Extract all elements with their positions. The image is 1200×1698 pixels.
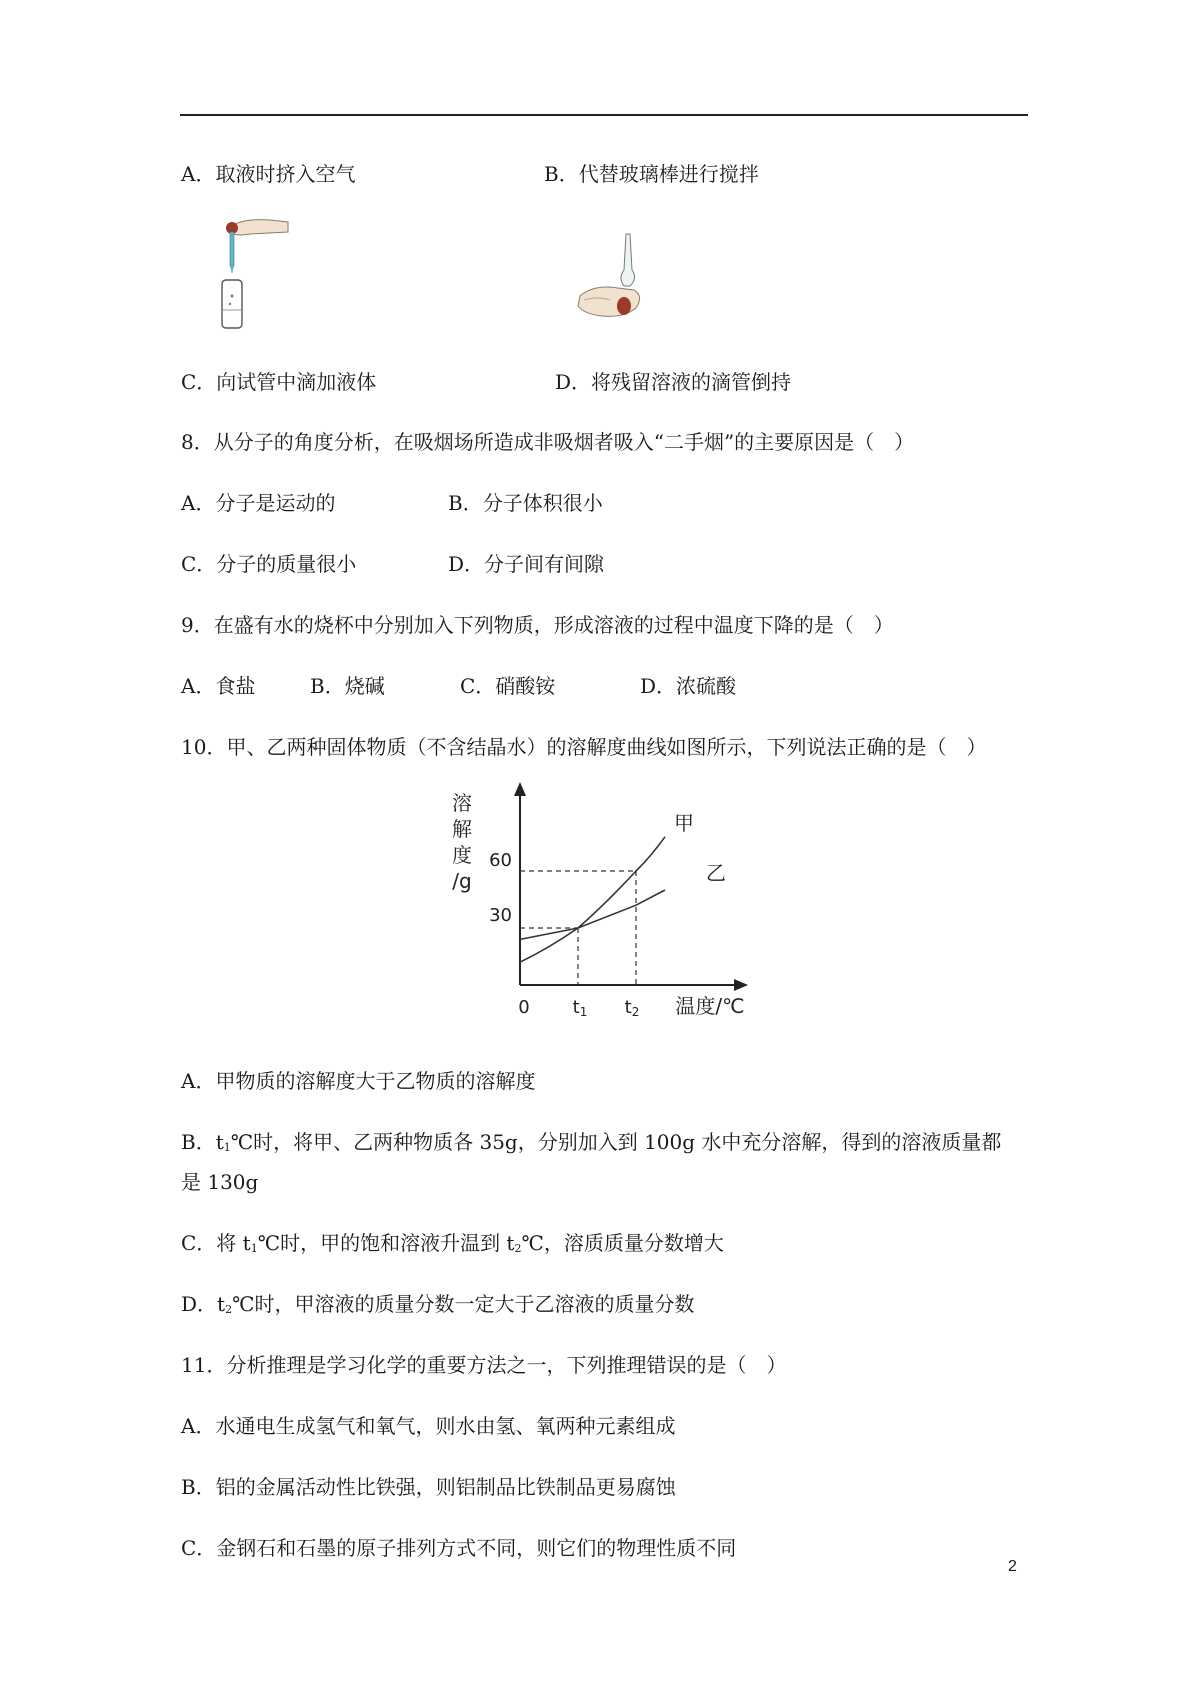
q11-option-a: A．水通电生成氢气和氧气，则水由氢、氧两种元素组成 xyxy=(181,1414,676,1438)
inverted-dropper-illustration xyxy=(574,230,654,330)
q9-option-b: B．烧碱 xyxy=(310,674,385,698)
y-label-char: /g xyxy=(452,869,472,893)
q8-stem: 8．从分子的角度分析，在吸烟场所造成非吸烟者吸入“二手烟”的主要原因是（ ） xyxy=(181,430,915,454)
q10-option-c: C．将 $t_1℃$时，甲的饱和溶液升温到 $t_2℃$，溶质质量分数增大 xyxy=(181,1231,724,1255)
solubility-chart xyxy=(440,780,760,1020)
q10-stem: 10．甲、乙两种固体物质（不含结晶水）的溶解度曲线如图所示，下列说法正确的是（ ） xyxy=(181,735,987,759)
q8-option-b: B．分子体积很小 xyxy=(448,491,603,515)
q8-option-c: C．分子的质量很小 xyxy=(181,552,357,576)
x-tick-label: t1 xyxy=(572,997,588,1019)
q10-option-d: D．$t_2℃$时，甲溶液的质量分数一定大于乙溶液的质量分数 xyxy=(181,1292,695,1316)
q7-option-c: C．向试管中滴加液体 xyxy=(181,370,377,394)
series-label-yi: 乙 xyxy=(706,861,726,885)
q7-option-b: B．代替玻璃棒进行搅拌 xyxy=(544,162,759,186)
q10-option-b-line1: B．$t_1℃$时，将甲、乙两种物质各 35g，分别加入到 100g 水中充分溶解，得到的溶液质量都 xyxy=(181,1130,1002,1154)
y-label-char: 溶 xyxy=(452,791,472,815)
y-tick-label: 60 xyxy=(489,850,512,871)
q8-option-a: A．分子是运动的 xyxy=(181,491,336,515)
y-label-char: 度 xyxy=(452,843,472,867)
x-tick-label: 0 xyxy=(518,997,530,1018)
y-label-char: 解 xyxy=(452,817,472,841)
header-rule xyxy=(180,114,1028,116)
x-tick-label: t2 xyxy=(624,997,640,1019)
series-line-jia xyxy=(520,837,665,962)
q11-option-c: C．金钢石和石墨的原子排列方式不同，则它们的物理性质不同 xyxy=(181,1536,737,1560)
dropper-test-tube-illustration xyxy=(210,210,290,330)
q7-option-d: D．将残留溶液的滴管倒持 xyxy=(555,370,792,394)
q9-stem: 9．在盛有水的烧杯中分别加入下列物质，形成溶液的过程中温度下降的是（ ） xyxy=(181,613,894,637)
y-tick-label: 30 xyxy=(489,905,512,926)
q11-stem: 11．分析推理是学习化学的重要方法之一，下列推理错误的是（ ） xyxy=(181,1353,787,1377)
x-axis-label: 温度/℃ xyxy=(675,994,745,1018)
q10-option-a: A．甲物质的溶解度大于乙物质的溶解度 xyxy=(181,1069,536,1093)
q9-option-d: D．浓硫酸 xyxy=(640,674,737,698)
q7-option-a: A．取液时挤入空气 xyxy=(181,162,356,186)
page-number: 2 xyxy=(1008,1558,1017,1575)
q8-option-d: D．分子间有间隙 xyxy=(448,552,605,576)
q10-option-b-line2: 是 130g xyxy=(181,1170,259,1194)
q9-option-a: A．食盐 xyxy=(181,674,256,698)
q9-option-c: C．硝酸铵 xyxy=(460,674,556,698)
series-label-jia: 甲 xyxy=(674,811,694,835)
q11-option-b: B．铝的金属活动性比铁强，则铝制品比铁制品更易腐蚀 xyxy=(181,1475,676,1499)
